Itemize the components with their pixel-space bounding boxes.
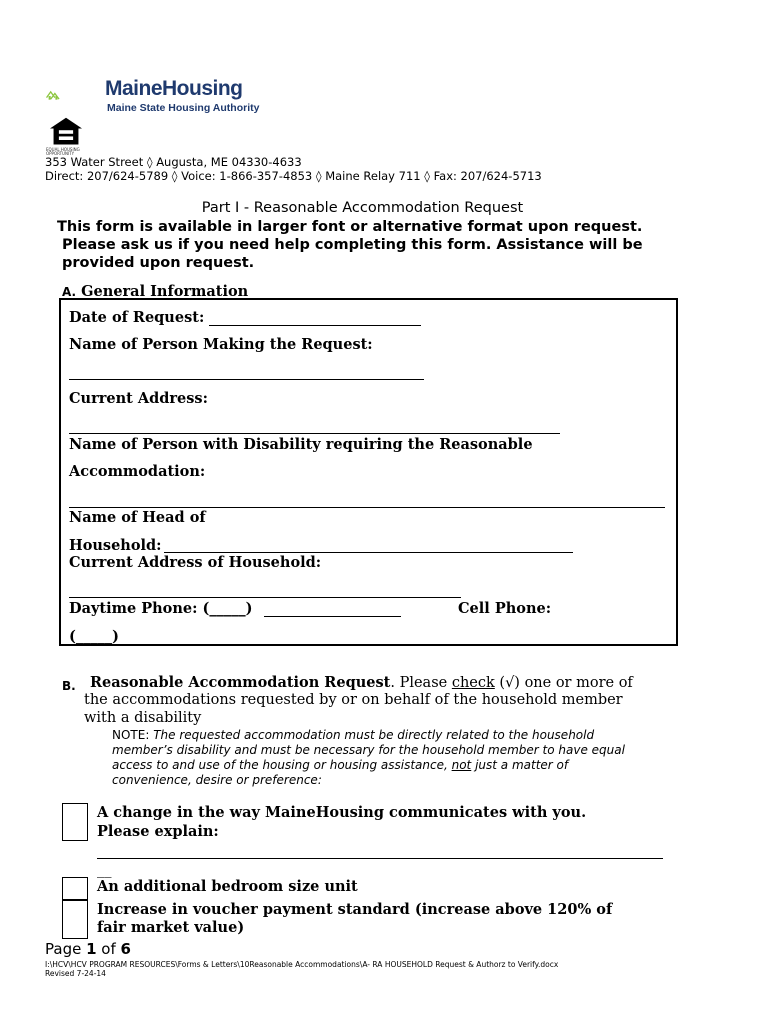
section-b-intro-a: . Please xyxy=(390,675,452,691)
section-b-intro xyxy=(62,675,76,694)
revised-date: Revised 7-24-14 xyxy=(45,969,106,978)
org-name: MaineHousing xyxy=(105,77,243,100)
current-address-field[interactable] xyxy=(69,433,560,434)
payment-standard-line-2: fair market value) xyxy=(97,919,245,936)
form-title: Part I - Reasonable Accommodation Request xyxy=(201,200,524,216)
payment-standard-checkbox[interactable] xyxy=(62,899,88,939)
section-b-intro-line-2: the accommodations requested by or on behalf of the household member xyxy=(84,692,623,708)
disability-person-label-1: Name of Person with Disability requiring the Reasonable xyxy=(69,436,533,453)
notice-line-2: Please ask us if you need help completing this form. Assistance will be xyxy=(62,237,643,253)
note-text-3b: just a matter of xyxy=(471,758,569,772)
address-line: 353 Water Street ◊ Augusta, ME 04330-4633 xyxy=(45,155,302,169)
head-of-household-label-2: Household: xyxy=(69,537,162,554)
daytime-phone-label: Daytime Phone: (_____) xyxy=(69,600,253,617)
date-of-request-field[interactable] xyxy=(209,325,421,326)
note-not-word: not xyxy=(451,758,472,772)
bedroom-checkbox[interactable] xyxy=(62,877,88,901)
file-path: I:\HCV\HCV PROGRAM RESOURCES\Forms & Letters\10Reasonable Accommodations\A- RA HOUSEHOLD Request & Authorz to Verify.docx xyxy=(45,960,559,969)
daytime-phone-field[interactable] xyxy=(264,616,401,617)
communication-explain-tail: __ xyxy=(97,862,112,878)
communication-explain-field[interactable] xyxy=(97,858,663,859)
household-address-label: Current Address of Household: xyxy=(69,554,322,571)
head-of-household-field[interactable] xyxy=(164,552,573,553)
note-line-2: member’s disability and must be necessary for the household member to have equal xyxy=(112,743,625,757)
section-b-intro-line-1 xyxy=(90,674,633,691)
household-address-field[interactable] xyxy=(69,597,461,598)
payment-standard-line-1: Increase in voucher payment standard (increase above 120% of xyxy=(97,901,613,918)
communication-checkbox[interactable] xyxy=(62,803,88,841)
org-subtitle: Maine State Housing Authority xyxy=(107,102,260,114)
note-line-3 xyxy=(112,758,568,772)
of-word: of xyxy=(96,940,121,958)
equal-housing-caption: EQUAL HOUSING OPPORTUNITY xyxy=(46,147,80,156)
page-current: 1 xyxy=(86,940,97,958)
date-of-request-label: Date of Request: xyxy=(69,309,205,326)
bedroom-option-label: An additional bedroom size unit xyxy=(97,878,358,895)
cell-phone-area-code: (_____) xyxy=(69,628,119,645)
section-b-title: Reasonable Accommodation Request xyxy=(90,674,391,691)
cell-phone-label: Cell Phone: xyxy=(458,600,552,617)
section-a-letter: A. xyxy=(62,285,77,299)
notice-line-3: provided upon request. xyxy=(62,255,255,271)
check-word: check xyxy=(451,675,495,691)
section-b-intro-b: (√) one or more of xyxy=(494,675,633,691)
requester-name-label: Name of Person Making the Request: xyxy=(69,336,373,353)
requester-name-field[interactable] xyxy=(69,379,424,380)
section-b-letter: B. xyxy=(62,679,76,693)
note-text-3a: access to and use of the housing or housing assistance, xyxy=(112,758,452,772)
section-a-title: General Information xyxy=(81,283,249,300)
equal-housing-icon xyxy=(46,116,86,148)
note-text-1: The requested accommodation must be directly related to the household xyxy=(153,728,595,742)
disability-person-field[interactable] xyxy=(69,507,665,508)
notice-line-1: This form is available in larger font or alternative format upon request. xyxy=(57,219,643,235)
head-of-household-label-1: Name of Head of xyxy=(69,509,206,526)
contact-line: Direct: 207/624-5789 ◊ Voice: 1-866-357-4853 ◊ Maine Relay 711 ◊ Fax: 207/624-5713 xyxy=(45,169,542,183)
page-number xyxy=(45,940,131,958)
note-prefix: NOTE: xyxy=(112,728,154,742)
communication-option-line-2: Please explain: xyxy=(97,823,219,840)
communication-option-line-1: A change in the way MaineHousing communicates with you. xyxy=(97,804,587,821)
page-word: Page xyxy=(45,940,87,958)
page-total: 6 xyxy=(120,940,131,958)
cell-phone-field[interactable] xyxy=(120,644,258,645)
section-b-intro-line-3: with a disability xyxy=(84,710,202,726)
mainehousing-logo-icon xyxy=(46,74,106,116)
note-line-1 xyxy=(112,728,594,742)
current-address-label: Current Address: xyxy=(69,390,208,407)
note-line-4: convenience, desire or preference: xyxy=(112,773,322,787)
disability-person-label-2: Accommodation: xyxy=(69,463,206,480)
